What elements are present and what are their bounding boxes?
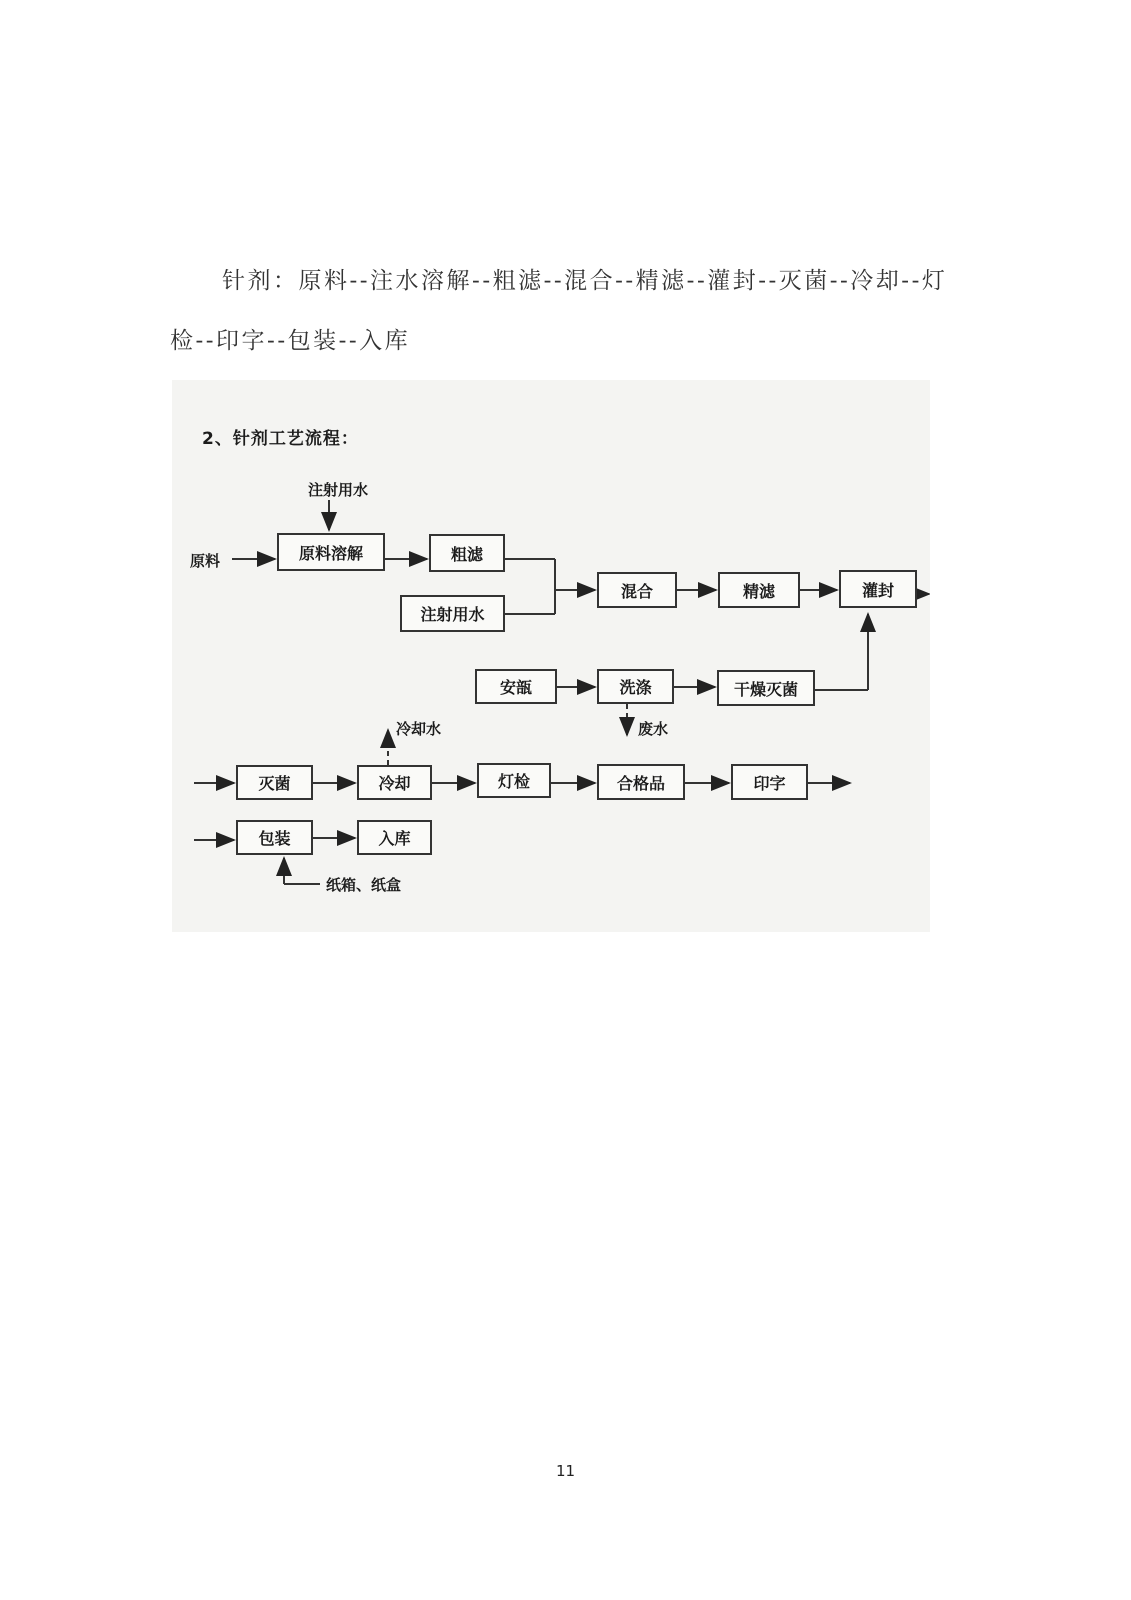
node-wash: 洗涤 — [597, 669, 674, 704]
label-boxes-material: 纸箱、纸盒 — [326, 876, 402, 894]
node-store: 入库 — [357, 820, 432, 855]
node-dissolve: 原料溶解 — [277, 533, 385, 571]
process-text-line-1: 针剂：原料--注水溶解--粗滤--混合--精滤--灌封--灭菌--冷却--灯 — [222, 268, 948, 294]
node-light-inspect: 灯检 — [477, 763, 551, 798]
label-cooling-water: 冷却水 — [396, 720, 442, 738]
node-cool: 冷却 — [357, 765, 432, 800]
node-qualified: 合格品 — [597, 764, 685, 800]
process-text-line-2: 检--印字--包装--入库 — [170, 328, 411, 354]
label-water-top: 注射用水 — [308, 481, 369, 499]
node-seal: 灌封 — [839, 570, 917, 608]
node-sterilize: 灭菌 — [236, 765, 313, 800]
node-coarse-filter: 粗滤 — [429, 534, 505, 572]
node-dry-sterilize: 干燥灭菌 — [717, 670, 815, 706]
flowchart-title: 2、针剂工艺流程： — [202, 429, 359, 449]
node-mix: 混合 — [597, 572, 677, 608]
node-fine-filter: 精滤 — [718, 572, 800, 608]
label-raw-material: 原料 — [190, 552, 221, 570]
node-pack: 包装 — [236, 820, 313, 855]
page-number: 11 — [555, 1462, 576, 1480]
node-print: 印字 — [731, 764, 808, 800]
label-waste-water: 废水 — [638, 720, 669, 738]
flowchart-image — [172, 380, 930, 932]
node-ampoule: 安瓿 — [475, 669, 557, 704]
node-injection-water: 注射用水 — [400, 595, 505, 632]
